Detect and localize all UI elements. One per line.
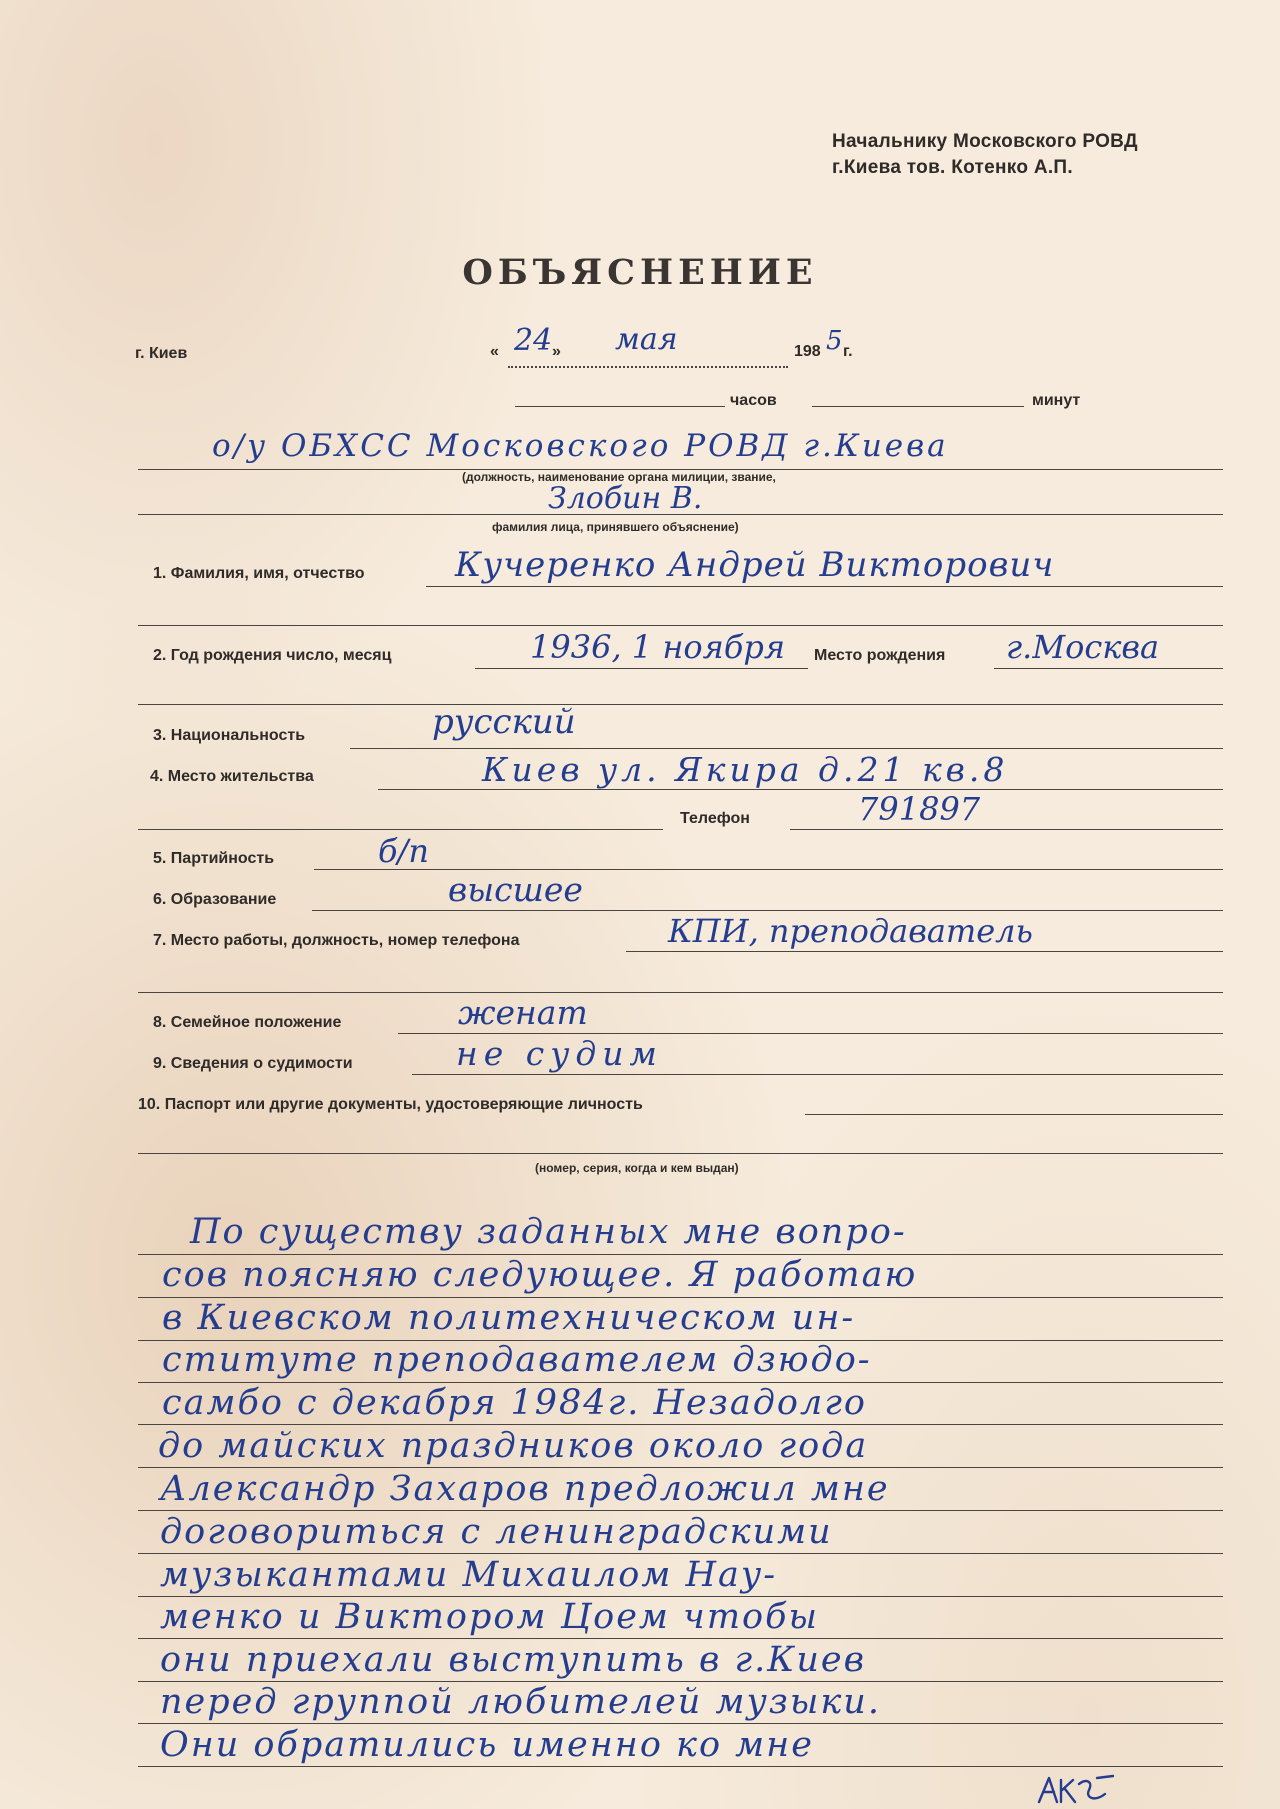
hours-label: часов bbox=[730, 392, 777, 409]
body-line bbox=[138, 1467, 1223, 1468]
field-6-value: высшее bbox=[448, 870, 583, 909]
body-text-line: Александр Захаров предложил мне bbox=[160, 1469, 890, 1509]
body-text-line: до майских праздников около года bbox=[158, 1426, 869, 1466]
body-text-line: Они обратились именно ко мне bbox=[160, 1725, 814, 1765]
field-8-value: женат bbox=[458, 993, 588, 1032]
date-dotted-line bbox=[508, 366, 788, 368]
field-9-label: 9. Сведения о судимости bbox=[153, 1055, 353, 1072]
date-year-unit: г. bbox=[843, 343, 853, 360]
field-7-label: 7. Место работы, должность, номер телефона bbox=[153, 932, 520, 949]
field-7-line bbox=[626, 951, 1223, 952]
date-open-quote: « bbox=[490, 343, 499, 360]
field-5-label: 5. Партийность bbox=[153, 850, 275, 867]
field-1-line bbox=[426, 586, 1223, 587]
field-6-label: 6. Образование bbox=[153, 891, 277, 908]
field-10-extra-line bbox=[138, 1153, 1223, 1154]
body-text-line: они приехали выступить в г.Киев bbox=[160, 1640, 866, 1680]
body-text-line: в Киевском политехническом ин- bbox=[162, 1298, 856, 1338]
field-3-value: русский bbox=[432, 702, 576, 742]
field-2-label: 2. Год рождения число, месяц bbox=[153, 647, 392, 664]
date-year-suffix: 5 bbox=[826, 326, 843, 356]
field-4-label: 4. Место жительства bbox=[150, 768, 314, 785]
field-2b-label: Место рождения bbox=[814, 647, 946, 664]
body-line bbox=[138, 1510, 1223, 1511]
official-position-value: о/у ОБХСС Московского РОВД г.Киева bbox=[212, 428, 949, 464]
field-2b-value: г.Москва bbox=[1006, 628, 1160, 666]
official-position-caption: (должность, наименование органа милиции, звание, bbox=[462, 470, 776, 484]
field-10-caption: (номер, серия, когда и кем выдан) bbox=[535, 1161, 739, 1175]
field-7-value: КПИ, преподаватель bbox=[668, 912, 1033, 950]
field-4-extra-line bbox=[138, 829, 663, 830]
field-10-line bbox=[805, 1114, 1223, 1115]
field-6-line bbox=[312, 910, 1223, 911]
field-1-value: Кучеренко Андрей Викторович bbox=[455, 545, 1055, 585]
field-3-label: 3. Национальность bbox=[153, 727, 306, 744]
date-close-quote: » bbox=[552, 343, 561, 360]
field-2-value: 1936, 1 ноября bbox=[530, 628, 786, 666]
body-text-line: самбо с декабря 1984г. Незадолго bbox=[162, 1383, 868, 1423]
official-name-caption: фамилия лица, принявшего объяснение) bbox=[492, 520, 739, 534]
body-text-line: перед группой любителей музыки. bbox=[160, 1682, 881, 1722]
date-month: мая bbox=[615, 322, 678, 357]
body-line bbox=[138, 1553, 1223, 1554]
body-line bbox=[138, 1766, 1223, 1767]
field-2b-line bbox=[994, 668, 1223, 669]
official-name-value: Злобин В. bbox=[548, 481, 703, 516]
date-year-prefix: 198 bbox=[794, 343, 821, 360]
city-label: г. Киев bbox=[135, 345, 188, 362]
body-text-line: ституте преподавателем дзюдо- bbox=[162, 1340, 872, 1380]
date-day: 24 bbox=[514, 323, 553, 358]
field-2-line bbox=[475, 668, 808, 669]
field-1-extra-line bbox=[138, 625, 1223, 626]
signature-mark bbox=[1035, 1772, 1117, 1806]
body-text-line: музыкантами Михаилом Нау- bbox=[160, 1555, 778, 1595]
body-line bbox=[138, 1723, 1223, 1724]
field-4-line bbox=[378, 789, 1223, 790]
body-text-line: договориться с ленинградскими bbox=[160, 1512, 833, 1552]
hours-line bbox=[515, 406, 725, 407]
field-9-line bbox=[412, 1074, 1223, 1075]
field-4-value: Киев ул. Якира д.21 кв.8 bbox=[482, 750, 1009, 789]
body-line bbox=[138, 1424, 1223, 1425]
field-1-label: 1. Фамилия, имя, отчество bbox=[153, 565, 365, 582]
phone-value: 791897 bbox=[858, 790, 981, 828]
minutes-label: минут bbox=[1032, 392, 1081, 409]
field-2-extra-line bbox=[138, 704, 1223, 705]
field-3-line bbox=[350, 748, 1223, 749]
body-text-line: По существу заданных мне вопро- bbox=[190, 1212, 907, 1252]
phone-line bbox=[790, 829, 1223, 830]
field-7-extra-line bbox=[138, 992, 1223, 993]
minutes-line bbox=[812, 406, 1024, 407]
official-name-line bbox=[138, 514, 1223, 515]
field-5-value: б/п bbox=[378, 832, 429, 870]
document-title: ОБЪЯСНЕНИЕ bbox=[462, 252, 818, 293]
body-text-line: сов поясняю следующее. Я работаю bbox=[162, 1255, 918, 1295]
field-9-value: не судим bbox=[456, 1034, 663, 1073]
field-8-label: 8. Семейное положение bbox=[153, 1014, 342, 1031]
body-text-line: менко и Виктором Цоем чтобы bbox=[160, 1597, 819, 1637]
phone-label: Телефон bbox=[680, 810, 750, 827]
body-line bbox=[138, 1638, 1223, 1639]
addressee-line-1: Начальнику Московского РОВД bbox=[832, 131, 1138, 152]
addressee-line-2: г.Киева тов. Котенко А.П. bbox=[832, 157, 1073, 178]
field-10-label: 10. Паспорт или другие документы, удостоверяющие личность bbox=[138, 1096, 643, 1113]
